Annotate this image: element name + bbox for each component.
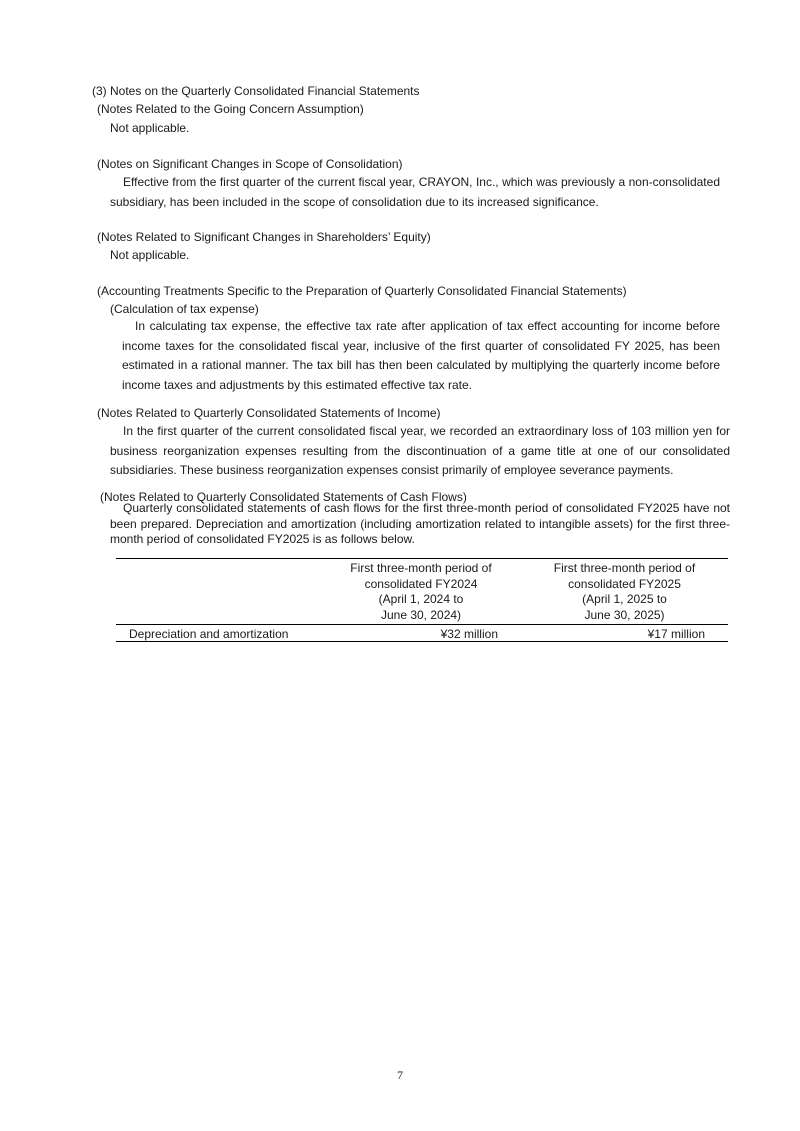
depreciation-table [116,558,728,642]
value-fy2024: ¥32 million [440,627,498,641]
going-concern-heading: (Notes Related to the Going Concern Assumption) [97,102,364,116]
section-title: (3) Notes on the Quarterly Consolidated Financial Statements [92,84,420,98]
scope-change-heading: (Notes on Significant Changes in Scope of Consolidation) [97,157,403,171]
cash-flows-body: Quarterly consolidated statements of cash flows for the first three-month period of consolidated FY2025 have not been prepared. Depreciation and amortization (including amortization related to intangible assets) for the first three-month period of consolidated FY2025 is as follows below. [110,501,730,546]
equity-change-heading: (Notes Related to Significant Changes in Shareholders’ Equity) [97,230,431,244]
table-header-blank [116,559,321,625]
table-header-fy2025: First three-month period of consolidated FY2025 (April 1, 2025 to June 30, 2025) [553,561,696,622]
income-statements-body: In the first quarter of the current consolidated fiscal year, we recorded an extraordinary loss of 103 million yen for business reorganization expenses resulting from the discontinuation of a game title at one of our consolidated subsidiaries. These business reorganization expenses consist primarily of employee severance payments. [110,424,730,477]
table-row [116,625,728,642]
table-header-row [116,559,728,625]
income-statements-heading: (Notes Related to Quarterly Consolidated Statements of Income) [97,406,441,420]
tax-expense-body: In calculating tax expense, the effective tax rate after application of tax effect accounting for income before income taxes for the consolidated fiscal year, inclusive of the first quarter of consolidated FY 2025, has been estimated in a rational manner. The tax bill has then been calculated by multiplying the quarterly income before income taxes and adjustments by this estimated effective tax rate. [122,319,720,392]
going-concern-body: Not applicable. [110,121,190,135]
page-number: 7 [397,1068,403,1082]
value-fy2025: ¥17 million [647,627,705,641]
scope-change-body: Effective from the first quarter of the current fiscal year, CRAYON, Inc., which was previously a non-consolidated subsidiary, has been included in the scope of consolidation due to its increased significance. [110,175,720,209]
accounting-treatments-heading: (Accounting Treatments Specific to the Preparation of Quarterly Consolidated Financial Statements) [97,284,627,298]
equity-change-body: Not applicable. [110,248,190,262]
row-label-depreciation: Depreciation and amortization [129,627,289,641]
tax-expense-subheading: (Calculation of tax expense) [110,302,259,316]
cash-flows-heading: (Notes Related to Quarterly Consolidated Statements of Cash Flows) [100,490,467,504]
table-header-fy2024: First three-month period of consolidated FY2024 (April 1, 2024 to June 30, 2024) [350,561,492,622]
